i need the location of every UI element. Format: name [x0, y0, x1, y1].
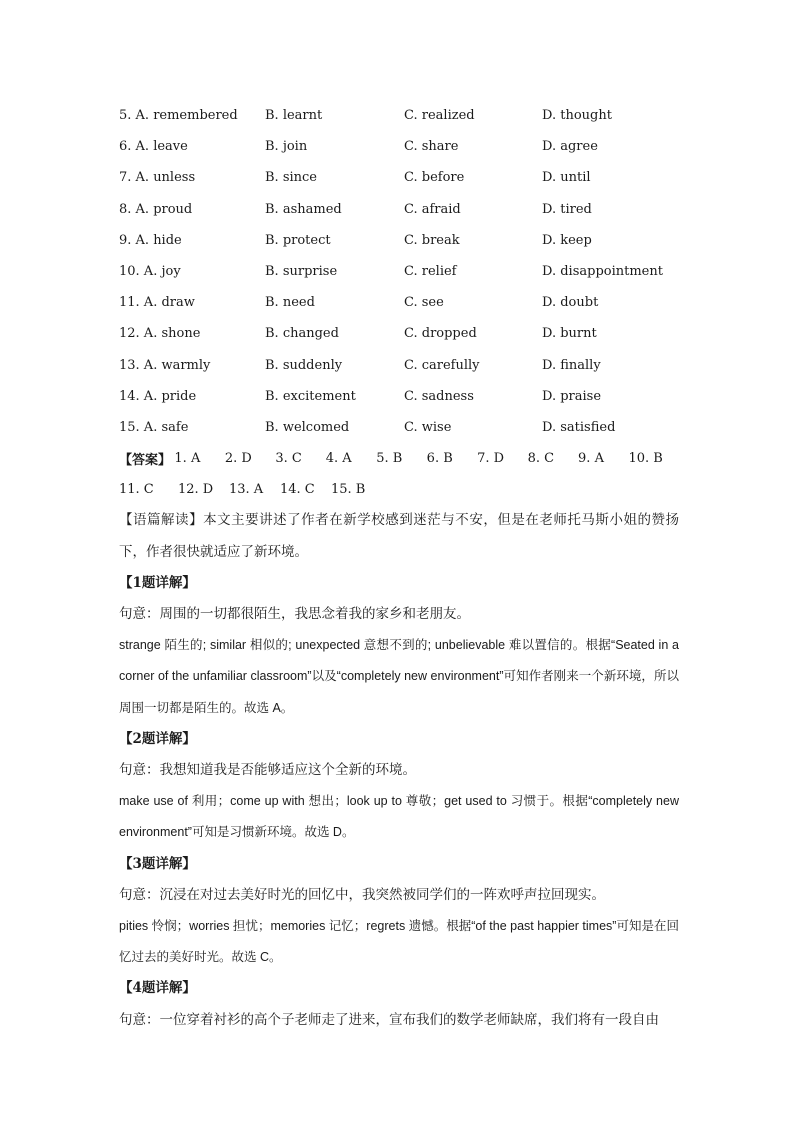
- q3-explanation: pities 怜悯；worries 担忧；memories 记忆；regrets 遗憾。根据“of the past happier times”可知是在回忆过去的美好时光。故选 C。: [119, 919, 679, 965]
- option-row: [119, 350, 679, 381]
- option-d: D. doubt: [542, 295, 599, 311]
- option-number-a: 15. A. safe: [119, 419, 189, 435]
- option-number-a: 12. A. shone: [119, 326, 201, 342]
- answer-item: 13. A: [229, 482, 264, 498]
- option-d: D. disappointment: [542, 264, 663, 280]
- option-c: C. before: [404, 170, 465, 186]
- option-b: B. welcomed: [265, 419, 350, 435]
- q1-heading: 【1题详解】: [119, 574, 196, 591]
- option-b: B. surprise: [265, 264, 338, 280]
- option-b: B. need: [265, 295, 315, 311]
- option-c: C. afraid: [404, 201, 461, 217]
- option-c: C. see: [404, 295, 444, 311]
- option-c: C. break: [404, 232, 460, 248]
- option-row: [119, 162, 679, 193]
- q2-heading: 【2题详解】: [119, 730, 196, 747]
- answer-item: 15. B: [331, 482, 366, 498]
- option-b: B. join: [265, 139, 308, 155]
- option-d: D. tired: [542, 201, 592, 217]
- option-b: B. learnt: [265, 108, 323, 124]
- answer-item: 4. A: [325, 451, 352, 467]
- option-number-a: 5. A. remembered: [119, 108, 238, 124]
- answer-row-2: [119, 474, 679, 505]
- option-c: C. share: [404, 139, 459, 155]
- option-row: [119, 381, 679, 412]
- option-b: B. changed: [265, 326, 339, 342]
- option-number-a: 10. A. joy: [119, 264, 181, 280]
- answer-label: 【答案】: [119, 453, 172, 469]
- answer-item: 14. C: [280, 482, 315, 498]
- answer-item: 10. B: [628, 451, 663, 467]
- answer-item: 2. D: [224, 451, 252, 467]
- option-d: D. burnt: [542, 326, 597, 342]
- option-number-a: 8. A. proud: [119, 201, 193, 217]
- answer-item: 3. C: [275, 451, 302, 467]
- option-number-a: 14. A. pride: [119, 388, 197, 404]
- option-c: C. realized: [404, 108, 475, 124]
- q1-sentence: 句意：周围的一切都很陌生，我思念着我的家乡和老朋友。: [119, 606, 470, 623]
- answer-item: 9. A: [578, 451, 604, 467]
- option-b: B. since: [265, 170, 317, 186]
- answer-row-1: [119, 443, 679, 474]
- option-d: D. finally: [542, 357, 601, 373]
- option-row: [119, 412, 679, 443]
- q3-sentence: 句意：沉浸在对过去美好时光的回忆中，我突然被同学们的一阵欢呼声拉回现实。: [119, 886, 605, 903]
- option-d: D. praise: [542, 388, 602, 404]
- summary-paragraph: 【语篇解读】本文主要讲述了作者在新学校感到迷茫与不安，但是在老师托马斯小姐的赞扬下，作者很快就适应了新环境。: [119, 512, 679, 560]
- answer-item: 7. D: [477, 451, 505, 467]
- q1-explanation: strange 陌生的; similar 相似的; unexpected 意想不到的; unbelievable 难以置信的。根据“Seated in a corner of the unfamiliar classroom”以及“completely new environment”可知作者刚来一个新环境，所以周围一切都是陌生的。故选 A。: [119, 638, 679, 715]
- document-page: [119, 100, 679, 1036]
- option-number-a: 11. A. draw: [119, 295, 195, 311]
- option-b: B. ashamed: [265, 201, 342, 217]
- option-row: [119, 194, 679, 225]
- option-number-a: 7. A. unless: [119, 170, 196, 186]
- q3-heading: 【3题详解】: [119, 855, 196, 872]
- q2-sentence: 句意：我想知道我是否能够适应这个全新的环境。: [119, 762, 416, 779]
- option-c: C. dropped: [404, 326, 477, 342]
- option-number-a: 13. A. warmly: [119, 357, 211, 373]
- option-row: [119, 256, 679, 287]
- q4-heading: 【4题详解】: [119, 980, 196, 997]
- q2-explanation: make use of 利用；come up with 想出；look up to 尊敬；get used to 习惯于。根据“completely new environment”可知是习惯新环境。故选 D。: [119, 794, 679, 840]
- option-d: D. satisfied: [542, 419, 616, 435]
- answer-item: 11. C: [119, 482, 154, 498]
- option-b: B. excitement: [265, 388, 356, 404]
- answer-item: 6. B: [426, 451, 453, 467]
- option-b: B. protect: [265, 232, 331, 248]
- option-row: [119, 100, 679, 131]
- option-number-a: 9. A. hide: [119, 232, 182, 248]
- option-row: [119, 318, 679, 349]
- answer-item: 8. C: [527, 451, 555, 467]
- option-d: D. keep: [542, 232, 592, 248]
- option-c: C. wise: [404, 419, 452, 435]
- option-row: [119, 131, 679, 162]
- option-c: C. carefully: [404, 357, 480, 373]
- answer-item: 12. D: [178, 482, 214, 498]
- answer-item: 1. A: [174, 451, 201, 467]
- option-row: [119, 225, 679, 256]
- option-c: C. relief: [404, 264, 457, 280]
- option-d: D. agree: [542, 139, 598, 155]
- q4-sentence: 句意：一位穿着衬衫的高个子老师走了进来，宣布我们的数学老师缺席，我们将有一段自由: [119, 1011, 659, 1028]
- option-c: C. sadness: [404, 388, 474, 404]
- option-row: [119, 287, 679, 318]
- answer-item: 5. B: [376, 451, 403, 467]
- options-list: [119, 100, 679, 443]
- option-b: B. suddenly: [265, 357, 343, 373]
- option-d: D. until: [542, 170, 591, 186]
- option-d: D. thought: [542, 108, 612, 124]
- option-number-a: 6. A. leave: [119, 139, 188, 155]
